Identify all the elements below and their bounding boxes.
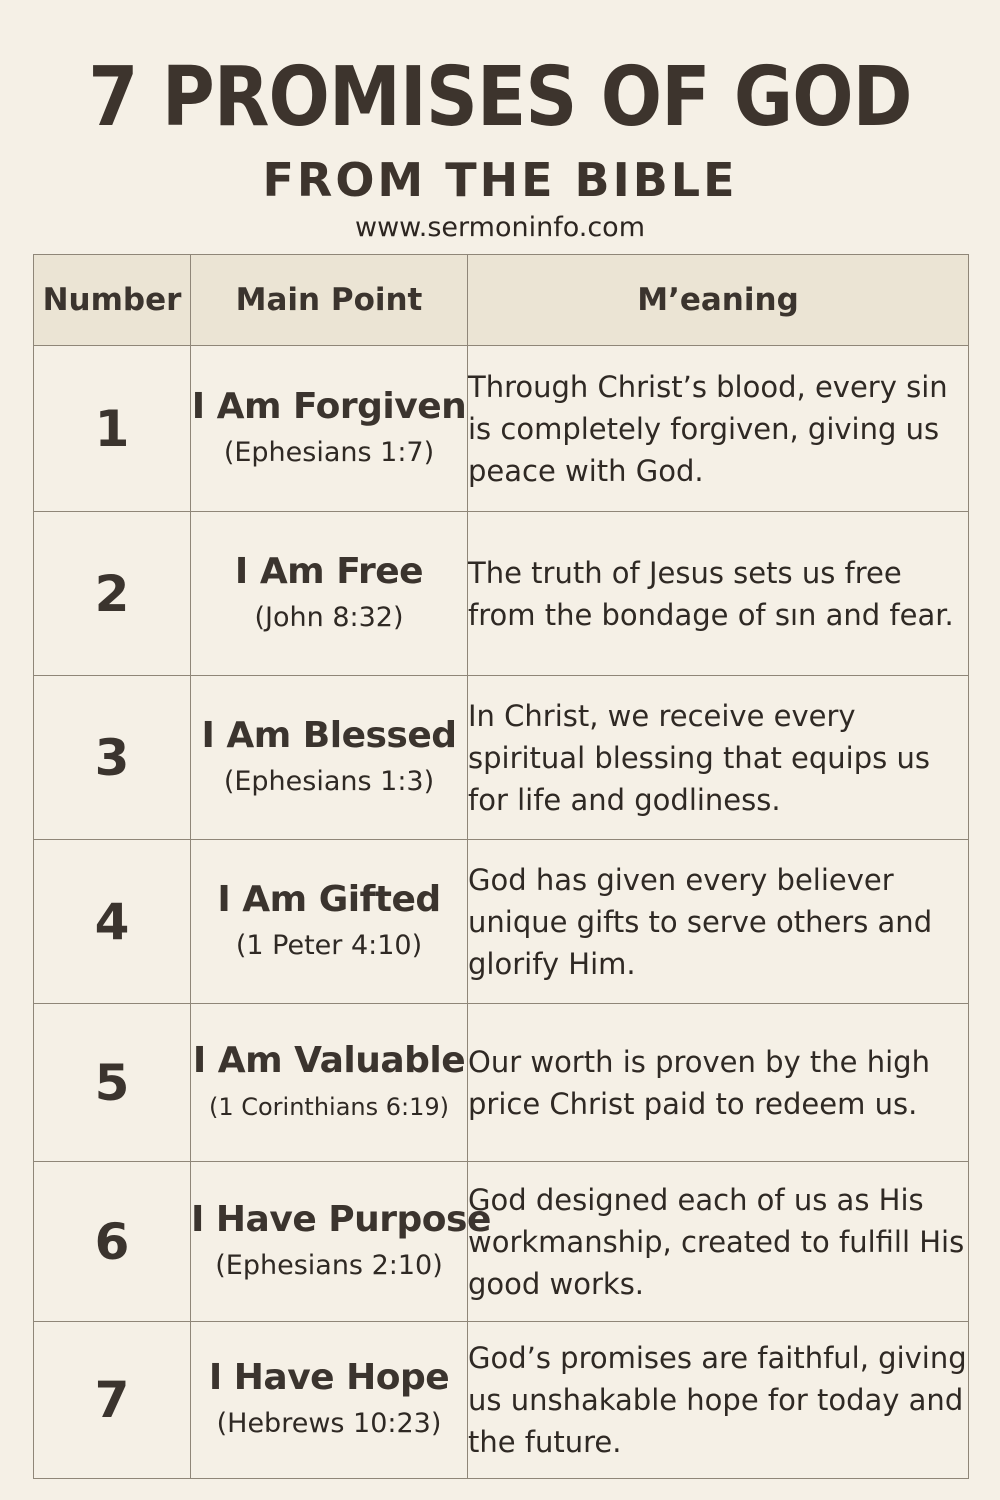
row-number: 2 <box>34 512 191 676</box>
table-row <box>34 346 969 512</box>
header <box>0 0 1000 254</box>
main-point-cell <box>191 512 468 676</box>
main-point-title: I Am Valuable <box>192 1039 466 1081</box>
main-point-title: I Am Forgiven <box>191 385 467 427</box>
scripture-reference: (John 8:32) <box>254 601 404 633</box>
row-number: 3 <box>34 676 191 840</box>
main-point-title: I Am Blessed <box>201 714 457 756</box>
scripture-reference: (Ephesians 2:10) <box>215 1249 443 1281</box>
row-number: 1 <box>34 346 191 512</box>
main-point-cell <box>191 1162 491 1322</box>
scripture-reference: (Hebrews 10:23) <box>216 1408 442 1439</box>
main-point-cell <box>191 1322 468 1479</box>
main-point-title: I Am Gifted <box>217 878 441 920</box>
meaning-text: Our worth is proven by the high price Christ paid to redeem us. <box>468 1004 969 1162</box>
meaning-text: God’s promises are faithful, giving us unshakable hope for today and the future. <box>468 1322 969 1479</box>
main-point-cell <box>191 840 468 1004</box>
page-title: 7 PROMISES OF GOD <box>88 50 912 145</box>
column-header-meaning: M’eaning <box>468 255 969 346</box>
scripture-reference: (1 Corinthians 6:19) <box>208 1092 450 1121</box>
promises-table <box>33 254 969 1479</box>
meaning-text: God designed each of us as His workmanship, created to fulfill His good works. <box>468 1162 969 1322</box>
meaning-text: God has given every believer unique gifts to serve others and glorify Him. <box>468 840 969 1004</box>
meaning-text: The truth of Jesus sets us free from the bondage of sın and fear. <box>468 512 969 676</box>
main-point-title: I Am Free <box>234 550 424 592</box>
scripture-reference: (Ephesians 1:7) <box>223 436 435 468</box>
column-header-main-point: Main Point <box>191 255 468 346</box>
table-row <box>34 840 969 1004</box>
main-point-title: I Have Purpose <box>191 1198 491 1240</box>
main-point-title: I Have Hope <box>208 1357 450 1398</box>
table-row <box>34 676 969 840</box>
table-row <box>34 1322 969 1479</box>
website-url: www.sermoninfo.com <box>355 212 645 243</box>
main-point-cell <box>191 1004 468 1162</box>
main-point-cell <box>191 346 468 512</box>
meaning-text: Through Christ’s blood, every sin is completely forgiven, giving us peace with God. <box>468 346 969 512</box>
meaning-text: In Christ, we receive every spiritual blessing that equips us for life and godliness. <box>468 676 969 840</box>
row-number: 5 <box>34 1004 191 1162</box>
scripture-reference: (Ephesians 1:3) <box>223 765 435 797</box>
row-number: 4 <box>34 840 191 1004</box>
table-header-row <box>34 255 969 346</box>
table-row <box>34 512 969 676</box>
page-subtitle: FROM THE BIBLE <box>262 153 738 207</box>
scripture-reference: (1 Peter 4:10) <box>235 929 423 961</box>
table-row <box>34 1004 969 1162</box>
table-row <box>34 1162 969 1322</box>
main-point-cell <box>191 676 468 840</box>
row-number: 6 <box>34 1162 191 1322</box>
column-header-number: Number <box>34 255 191 346</box>
row-number: 7 <box>34 1322 191 1479</box>
